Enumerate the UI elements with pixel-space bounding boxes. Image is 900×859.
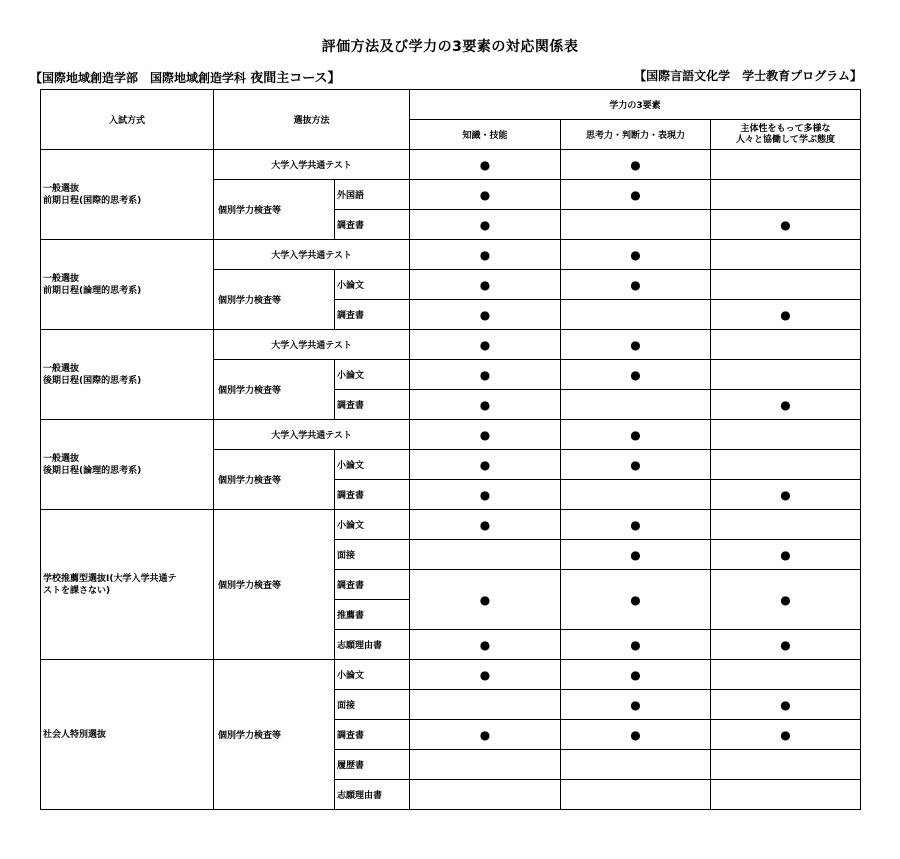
individual-exam-cell: 個別学力検査等 (214, 180, 335, 240)
dot-mark: ● (479, 307, 491, 322)
mark-cell-k (410, 570, 561, 630)
dot-mark: ● (630, 427, 641, 442)
mark-cell-k (410, 540, 561, 570)
dot-mark: ● (780, 397, 791, 412)
mark-cell-a (711, 480, 861, 510)
mark-cell-k (410, 690, 561, 720)
mark-cell-a (711, 270, 861, 300)
dot-mark: ● (479, 667, 491, 682)
dot-mark: ● (479, 217, 491, 232)
selection-item-cell: 面接 (335, 690, 410, 720)
program-header: 【国際言語文化学 学士教育プログラム】 (634, 69, 862, 83)
dot-mark: ● (479, 397, 491, 412)
dot-mark: ● (780, 217, 791, 232)
header-exam-method: 入試方式 (41, 90, 214, 150)
table-row (41, 420, 861, 450)
mark-cell-t (561, 690, 711, 720)
exam-method-name-line2: 後期日程(論理的思考系) (43, 465, 142, 476)
header-selection-method: 選抜方法 (214, 90, 410, 150)
dot-mark: ● (630, 517, 641, 532)
exam-method-name-line1: 一般選抜 (43, 273, 80, 284)
dot-mark: ● (479, 337, 491, 352)
header-knowledge: 知識・技能 (410, 120, 561, 150)
header-three-elements: 学力の3要素 (410, 90, 861, 120)
mark-cell-a (711, 390, 861, 420)
dot-mark: ● (479, 487, 491, 502)
exam-method-name-line2: 社会人特別選抜 (43, 729, 107, 740)
selection-item-cell: 小論文 (335, 660, 410, 690)
selection-item-cell: 外国語 (335, 180, 410, 210)
common-test-cell: 大学入学共通テスト (214, 150, 410, 180)
mark-cell-a (711, 690, 861, 720)
mark-cell-k (410, 720, 561, 750)
mark-cell-t (561, 420, 711, 450)
dot-mark: ● (630, 592, 641, 607)
dot-mark: ● (479, 247, 491, 262)
table-row (41, 330, 861, 360)
selection-item-cell: 小論文 (335, 360, 410, 390)
mark-cell-a (711, 360, 861, 390)
common-test-cell: 大学入学共通テスト (214, 420, 410, 450)
mark-cell-k (410, 390, 561, 420)
selection-item-cell: 調査書 (335, 720, 410, 750)
mark-cell-t (561, 630, 711, 660)
mark-cell-t (561, 240, 711, 270)
dot-mark: ● (630, 547, 641, 562)
mark-cell-k (410, 630, 561, 660)
mark-cell-k (410, 330, 561, 360)
mark-cell-k (410, 300, 561, 330)
individual-exam-cell: 個別学力検査等 (214, 510, 335, 660)
mark-cell-a (711, 450, 861, 480)
selection-item-cell: 調査書 (335, 390, 410, 420)
mark-cell-a (711, 750, 861, 780)
mark-cell-a (711, 180, 861, 210)
individual-exam-cell: 個別学力検査等 (214, 450, 335, 510)
selection-item-cell: 小論文 (335, 270, 410, 300)
dot-mark: ● (630, 277, 641, 292)
mark-cell-k (410, 270, 561, 300)
mark-cell-a (711, 210, 861, 240)
mark-cell-a (711, 570, 861, 630)
document-title: 評価方法及び学力の3要素の対応関係表 (321, 39, 579, 55)
dot-mark: ● (780, 697, 791, 712)
mark-cell-t (561, 150, 711, 180)
exam-method-cell (41, 150, 214, 240)
header-attitude-line1: 主体性をもって多様な (740, 123, 831, 134)
mark-cell-k (410, 150, 561, 180)
mark-cell-t (561, 180, 711, 210)
dot-mark: ● (479, 727, 491, 742)
mark-cell-k (410, 780, 561, 810)
mark-cell-k (410, 420, 561, 450)
selection-item-cell: 調査書 (335, 480, 410, 510)
mark-cell-t (561, 270, 711, 300)
exam-method-name-line1: 学校推薦型選抜Ⅰ(大学入学共通テ (43, 573, 177, 584)
mark-cell-k (410, 750, 561, 780)
dot-mark: ● (479, 592, 491, 607)
selection-item-cell: 面接 (335, 540, 410, 570)
mark-cell-t (561, 210, 711, 240)
selection-item-cell: 履歴書 (335, 750, 410, 780)
dot-mark: ● (479, 637, 491, 652)
exam-method-name-line2: ストを課さない) (43, 585, 111, 596)
individual-exam-cell: 個別学力検査等 (214, 360, 335, 420)
dot-mark: ● (780, 487, 791, 502)
selection-item-cell: 小論文 (335, 450, 410, 480)
mark-cell-t (561, 720, 711, 750)
table-row (41, 510, 861, 540)
dot-mark: ● (479, 457, 491, 472)
table-row (41, 150, 861, 180)
dot-mark: ● (630, 637, 641, 652)
dot-mark: ● (630, 337, 641, 352)
exam-method-name-line2: 後期日程(国際的思考系) (43, 375, 142, 386)
exam-method-name-line2: 前期日程(論理的思考系) (43, 285, 142, 296)
dot-mark: ● (780, 727, 791, 742)
common-test-cell: 大学入学共通テスト (214, 330, 410, 360)
mark-cell-t (561, 480, 711, 510)
dot-mark: ● (630, 697, 641, 712)
mark-cell-k (410, 660, 561, 690)
mark-cell-t (561, 750, 711, 780)
dot-mark: ● (780, 547, 791, 562)
individual-exam-cell: 個別学力検査等 (214, 660, 335, 810)
dot-mark: ● (479, 517, 491, 532)
mark-cell-a (711, 720, 861, 750)
dot-mark: ● (630, 367, 641, 382)
common-test-cell: 大学入学共通テスト (214, 240, 410, 270)
faculty-header (30, 67, 341, 86)
dot-mark: ● (630, 187, 641, 202)
dot-mark: ● (479, 157, 491, 172)
selection-item-cell: 小論文 (335, 510, 410, 540)
dot-mark: ● (479, 427, 491, 442)
mark-cell-t (561, 540, 711, 570)
mark-cell-a (711, 240, 861, 270)
exam-method-cell (41, 240, 214, 330)
mark-cell-a (711, 660, 861, 690)
header-attitude (711, 120, 861, 150)
header-attitude-line2: 人々と協働して学ぶ態度 (736, 134, 836, 145)
mark-cell-t (561, 780, 711, 810)
exam-method-name-line1: 一般選抜 (43, 453, 80, 464)
dot-mark: ● (630, 157, 641, 172)
mark-cell-t (561, 300, 711, 330)
mark-cell-t (561, 510, 711, 540)
selection-item-cell: 調査書 (335, 300, 410, 330)
mark-cell-a (711, 300, 861, 330)
dot-mark: ● (479, 277, 491, 292)
mark-cell-a (711, 780, 861, 810)
exam-method-cell (41, 420, 214, 510)
table-row (41, 660, 861, 690)
faculty-header-dept: 【国際地域創造学部 国際地域創造学科 (30, 71, 251, 85)
dot-mark: ● (630, 667, 641, 682)
mark-cell-k (410, 450, 561, 480)
evaluation-matrix-table (40, 89, 861, 810)
selection-item-cell: 調査書 (335, 210, 410, 240)
mark-cell-k (410, 240, 561, 270)
mark-cell-a (711, 510, 861, 540)
dot-mark: ● (780, 592, 791, 607)
exam-method-cell (41, 660, 214, 810)
table-row (41, 240, 861, 270)
mark-cell-t (561, 330, 711, 360)
mark-cell-t (561, 570, 711, 630)
mark-cell-a (711, 540, 861, 570)
dot-mark: ● (780, 637, 791, 652)
header-thinking: 思考力・判断力・表現力 (561, 120, 711, 150)
dot-mark: ● (630, 247, 641, 262)
mark-cell-k (410, 210, 561, 240)
mark-cell-k (410, 480, 561, 510)
mark-cell-t (561, 390, 711, 420)
exam-method-name-line1: 一般選抜 (43, 363, 80, 374)
mark-cell-a (711, 150, 861, 180)
mark-cell-t (561, 660, 711, 690)
mark-cell-a (711, 630, 861, 660)
exam-method-name-line1: 一般選抜 (43, 183, 80, 194)
mark-cell-a (711, 420, 861, 450)
mark-cell-t (561, 360, 711, 390)
mark-cell-k (410, 510, 561, 540)
mark-cell-a (711, 330, 861, 360)
exam-method-name-line2: 前期日程(国際的思考系) (43, 195, 142, 206)
selection-item-cell: 志願理由書 (335, 630, 410, 660)
faculty-header-course: 夜間主コース】 (250, 71, 341, 86)
dot-mark: ● (630, 457, 641, 472)
dot-mark: ● (479, 187, 491, 202)
individual-exam-cell: 個別学力検査等 (214, 270, 335, 330)
dot-mark: ● (780, 307, 791, 322)
dot-mark: ● (630, 727, 641, 742)
mark-cell-k (410, 180, 561, 210)
selection-item-cell: 推薦書 (335, 600, 410, 630)
exam-method-cell (41, 510, 214, 660)
mark-cell-t (561, 450, 711, 480)
exam-method-cell (41, 330, 214, 420)
dot-mark: ● (479, 367, 491, 382)
mark-cell-k (410, 360, 561, 390)
selection-item-cell: 志願理由書 (335, 780, 410, 810)
selection-item-cell: 調査書 (335, 570, 410, 600)
